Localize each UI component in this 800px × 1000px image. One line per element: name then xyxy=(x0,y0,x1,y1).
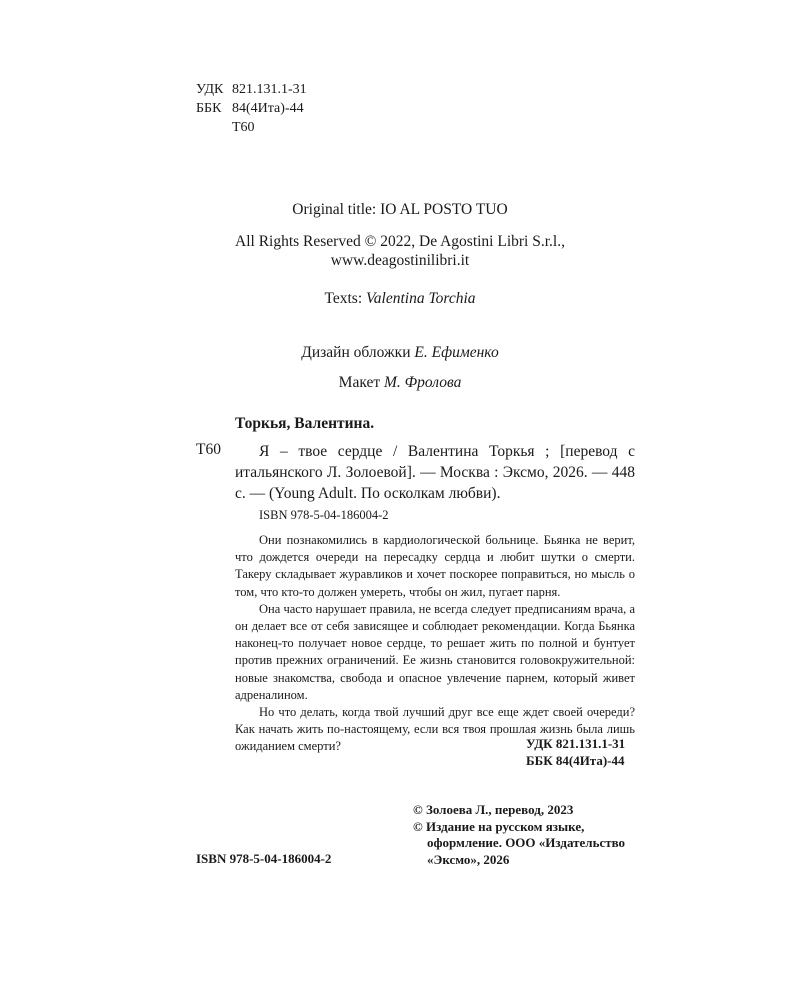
catalog-entry xyxy=(235,441,635,504)
catalog-sign: Т60 xyxy=(196,441,221,458)
texts-author: Valentina Torchia xyxy=(366,290,476,307)
bold-bbk: ББК 84(4Ита)-44 xyxy=(526,752,625,768)
isbn-bottom: ISBN 978-5-04-186004-2 xyxy=(196,851,332,866)
copyright-block xyxy=(413,802,638,868)
bbk-value: 84(4Ита)-44 xyxy=(232,101,304,116)
catalog-entry-text: Я – твое сердце / Валентина Торкья ; [перевод с итальянского Л. Золоевой]. — Москва : Эксмо, 2026. — 448 с. — (Young Adult. По осколкам любви). xyxy=(235,443,635,502)
rights-line-2: www.deagostinilibri.it xyxy=(330,252,470,269)
texts-credit xyxy=(0,288,800,309)
rights-line-1: All Rights Reserved © 2022, De Agostini Libri S.r.l., xyxy=(235,233,565,250)
annotation xyxy=(235,532,635,756)
bold-classification-codes xyxy=(526,736,625,769)
layout-label: Макет xyxy=(338,374,385,391)
copyright-edition: © Издание на русском языке, xyxy=(413,818,585,834)
original-title: Original title: IO AL POSTO TUO xyxy=(292,201,508,218)
annotation-paragraph: Они познакомились в кардиологической больнице. Бьянка не верит, что дождется очереди на пересадку сердца и любит шутки о смерти. Такеру складывает журавликов и хочет поскорее поправиться, но мысль о том, что кто-то должен умереть, чтобы он жил, пугает парня. xyxy=(235,533,635,599)
catalog-isbn: ISBN 978-5-04-186004-2 xyxy=(259,508,389,522)
bbk-label: ББК xyxy=(196,101,222,116)
udk-label: УДК xyxy=(196,82,224,97)
annotation-paragraph: Но что делать, когда твой лучший друг все еще ждет своей очереди? Как начать жить по-настоящему, если вся твоя прошлая жизнь была лишь ожиданием смерти? xyxy=(235,705,635,754)
cover-credit xyxy=(0,342,800,363)
layout-author: М. Фролова xyxy=(384,374,462,391)
texts-label: Texts: xyxy=(324,290,367,307)
copyright-edition-cont-2: «Эксмо», 2026 xyxy=(427,851,510,867)
layout-credit xyxy=(0,372,800,393)
cover-author: Е. Ефименко xyxy=(414,344,499,361)
author-sign: Т60 xyxy=(232,120,255,135)
catalog-author-heading: Торкья, Валентина. xyxy=(235,415,375,432)
bold-udk: УДК 821.131.1-31 xyxy=(526,736,626,751)
copyright-edition-cont: оформление. ООО «Издательство xyxy=(427,835,626,850)
cover-label: Дизайн обложки xyxy=(301,344,415,361)
udk-value: 821.131.1-31 xyxy=(232,82,307,97)
annotation-paragraph: Она часто нарушает правила, не всегда следует предписаниям врача, а он делает все от себя зависящее и соблюдает рекомендации. Когда Бьянка наконец-то получает новое сердце, то решает жить по полной и бунтует против прежних ограничений. Ее жизнь становится головокружительной: новые знакомства, свобода и опасное увлечение парнем, который живет адреналином. xyxy=(235,601,635,702)
classification-codes xyxy=(196,80,307,137)
copyright-translation: © Золоева Л., перевод, 2023 xyxy=(413,802,574,817)
